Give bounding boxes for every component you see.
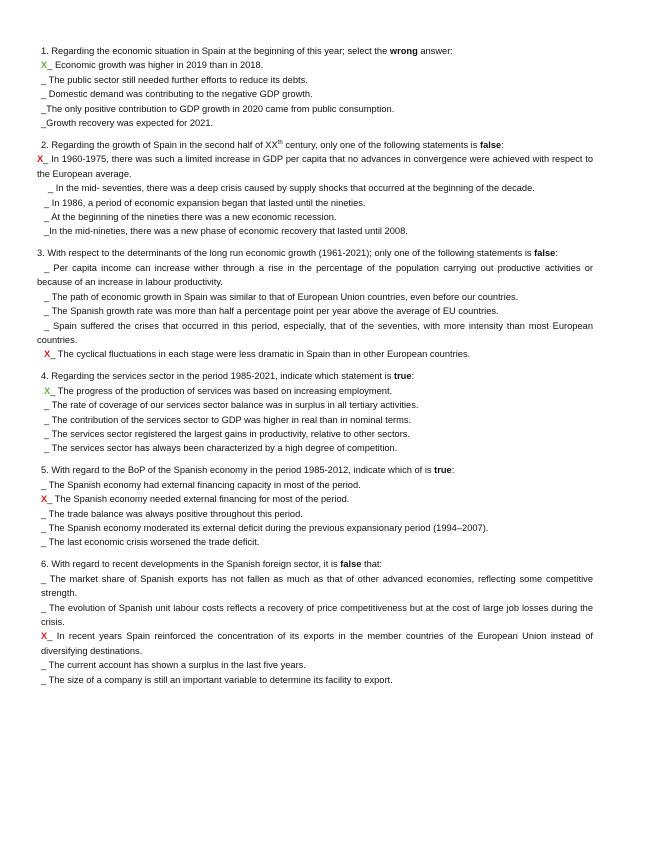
answer-option[interactable]: X_ The cyclical fluctuations in each stage were less dramatic in Spain than in other European countries. xyxy=(44,349,471,360)
answer-option[interactable]: _ The path of economic growth in Spain was similar to that of European Union countries, even before our countries. xyxy=(44,291,519,302)
answer-option[interactable]: _ The Spanish economy moderated its external deficit during the previous expansionary period (1994–2007). xyxy=(41,522,489,533)
question-4 xyxy=(37,369,593,455)
answer-option[interactable]: _ Per capita income can increase wither through a rise in the percentage of the population carrying out productive activities or because of an increase in labour productivity. xyxy=(37,262,593,288)
prompt-emphasis: true xyxy=(434,465,452,476)
quiz-document xyxy=(37,44,593,695)
question-prompt: 6. With regard to recent developments in the Spanish foreign sector, it is false that: xyxy=(41,559,383,570)
answer-option[interactable]: _ Spain suffered the crises that occurred in this period, especially, that of the seventies, with more intensity than most European countries. xyxy=(37,320,593,345)
answer-option[interactable]: _ At the beginning of the nineties there was a new economic recession. xyxy=(44,212,337,223)
prompt-emphasis: false xyxy=(479,140,502,151)
question-6 xyxy=(37,557,593,687)
answer-option[interactable]: X_ The Spanish economy needed external financing for most of the period. xyxy=(41,494,350,505)
prompt-emphasis: false xyxy=(534,248,556,259)
answer-option[interactable]: _ The size of a company is still an important variable to determine its facility to export. xyxy=(41,674,393,685)
answer-option[interactable]: X_ Economic growth was higher in 2019 than in 2018. xyxy=(41,60,264,71)
selected-x-mark: X xyxy=(41,494,48,505)
answer-option[interactable]: _ The last economic crisis worsened the trade deficit. xyxy=(41,537,260,548)
question-5 xyxy=(37,463,593,549)
answer-option[interactable]: _ The market share of Spanish exports has not fallen as much as that of other advanced economies, reflecting some competitive strength. xyxy=(41,573,593,599)
question-3 xyxy=(37,246,593,361)
answer-option[interactable]: _Growth recovery was expected for 2021. xyxy=(41,118,214,129)
answer-option[interactable]: _The only positive contribution to GDP growth in 2020 came from public consumption. xyxy=(41,103,395,114)
answer-option[interactable]: _ In 1986, a period of economic expansion began that lasted until the nineties. xyxy=(44,197,366,208)
selected-check-mark: X xyxy=(41,60,48,71)
prompt-emphasis: true xyxy=(393,371,412,382)
answer-option[interactable]: _ The services sector registered the largest gains in productivity, relative to other sectors. xyxy=(44,428,411,439)
question-2 xyxy=(37,138,593,239)
answer-option[interactable]: X_ In 1960-1975, there was such a limited increase in GDP per capita that no advances in convergence were achieved with respect to the European average. xyxy=(37,154,593,179)
answer-option[interactable]: _ The public sector still needed further efforts to reduce its debts. xyxy=(41,74,308,85)
answer-option[interactable]: _In the mid-nineties, there was a new phase of economic recovery that lasted until 2008. xyxy=(44,226,408,237)
answer-option[interactable]: X_ In recent years Spain reinforced the concentration of its exports in the member countries of the European Union instead of diversifying destinations. xyxy=(41,631,593,656)
answer-option[interactable]: _ Domestic demand was contributing to the negative GDP growth. xyxy=(41,89,313,100)
question-prompt: 2. Regarding the growth of Spain in the second half of XXth century, only one of the following statements is false: xyxy=(41,139,504,151)
prompt-emphasis: false xyxy=(340,559,362,570)
answer-option[interactable]: _ The Spanish growth rate was more than half a percentage point per year above the average of EU countries. xyxy=(44,306,499,317)
question-prompt: 1. Regarding the economic situation in Spain at the beginning of this year; select the wrong answer: xyxy=(41,46,453,56)
question-prompt: 3. With respect to the determinants of the long run economic growth (1961-2021); only one of the following statements is false: xyxy=(37,248,558,259)
selected-x-mark: X xyxy=(41,631,48,642)
answer-option[interactable]: _ The rate of coverage of our services sector balance was in surplus in all tertiary activities. xyxy=(44,400,419,411)
answer-option[interactable]: _ In the mid- seventies, there was a deep crisis caused by supply shocks that occurred at the beginning of the decade. xyxy=(48,183,535,194)
answer-option[interactable]: X_ The progress of the production of services was based on increasing employment. xyxy=(44,385,393,396)
answer-option[interactable]: _ The contribution of the services sector to GDP was higher in real than in nominal terms. xyxy=(44,414,412,425)
question-prompt: 5. With regard to the BoP of the Spanish economy in the period 1985-2012, indicate which of is true: xyxy=(41,465,455,476)
selected-x-mark: X xyxy=(44,349,51,360)
question-prompt: 4. Regarding the services sector in the period 1985-2021, indicate which statement is true: xyxy=(41,371,415,382)
answer-option[interactable]: _ The trade balance was always positive throughout this period. xyxy=(41,508,303,519)
answer-option[interactable]: _ The services sector has always been characterized by a high degree of competition. xyxy=(44,443,398,454)
question-1 xyxy=(37,44,593,130)
selected-check-mark: X xyxy=(44,385,51,396)
answer-option[interactable]: _ The current account has shown a surplus in the last five years. xyxy=(41,660,306,671)
answer-option[interactable]: _ The Spanish economy had external financing capacity in most of the period. xyxy=(41,479,361,490)
answer-option[interactable]: _ The evolution of Spanish unit labour costs reflects a recovery of price competitiveness but at the cost of large job losses during the crisis. xyxy=(41,602,593,627)
selected-x-mark: X xyxy=(37,154,44,165)
prompt-emphasis: wrong xyxy=(389,46,418,56)
